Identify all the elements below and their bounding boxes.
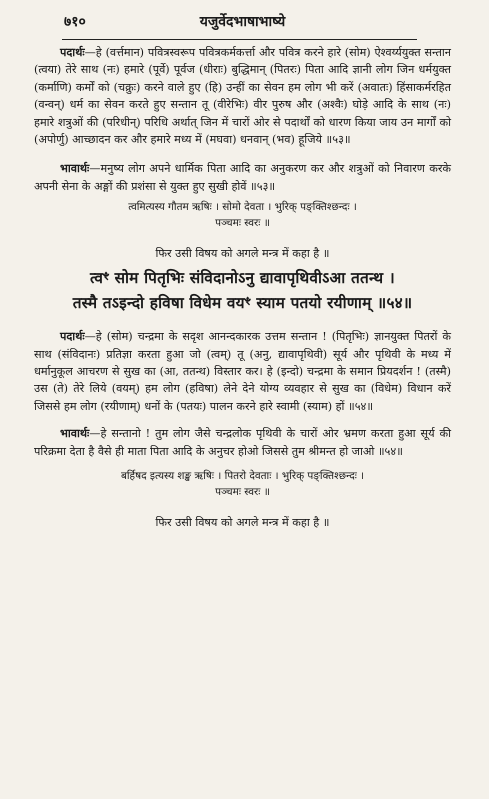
page-header — [34, 0, 451, 44]
mantra-line-1: त्वꣳ सोम पितृभिः संविदानोऽनु द्यावापृथिवीऽआ ततन्थ । — [90, 269, 395, 288]
swara-line: पञ्चमः स्वरः ॥ — [215, 486, 270, 499]
bhavartha-label: भावार्थः — [60, 161, 90, 176]
padartha-text: —हे (सोम) चन्द्रमा के सदृश आनन्दकारक उत्तम सन्तान ! (पितृभिः) ज्ञानयुक्त पितरों के साथ (संविदानः) प्रतिज्ञा करता हुआ जो (त्वम्) तू (अनु, द्यावापृथिवी) सूर्य और पृथिवी के मध्य में धर्मानुकूल आचरण से सुख का (आ, ततन्थ) विस्तार कर। हे (इन्दो) चन्द्रमा के समान प्रियदर्शन ! (तस्मै) उस (ते) तेरे लिये (वयम्) हम लोग (हविषा) लेने देने योग्य व्यवहार से सुख का (विधेम) विधान करें जिससे हम लोग (रयीणाम्) धनों के (पतयः) पालन करने हारे स्वामी (स्याम) हों ॥५४॥ — [34, 330, 451, 413]
connector-line: फिर उसी विषय को अगले मन्त्र में कहा है ॥ — [155, 516, 330, 530]
padartha-text: —हे (वर्त्तमान) पवित्रस्वरूप पवित्रकर्मकर्त्ता और पवित्र करने हारे (सोम) ऐश्वर्य्ययुक्त सन्तान (त्वया) तेरे साथ (नः) हमारे (पूर्वे) पूर्वज (धीराः) बुद्धिमान् (पितरः) पिता आदि ज्ञानी लोग जिन धर्मयुक्त (कर्माणि) कर्मों को (चक्रुः) करने वाले हुए (हि) उन्हीं का सेवन हम लोग भी करें (अवातः) हिंसाकर्मरहित (वन्वन्) धर्म का सेवन करते हुए सन्तान तू (वीरेभिः) वीर पुरुष और (अश्वैः) घोड़े आदि के साथ (नः) हमारे शत्रुओं की (परिधीन्) परिधि अर्थात् जिन में चारों ओर से पदार्थों को धारण किया जाय उन मार्गों को (अपोर्णु) आच्छादन कर और हमारे मध्य में (मघवा) धनवान् (भव) हूजिये ॥५३॥ — [34, 46, 451, 147]
running-title: यजुर्वेदभाषाभाष्ये — [199, 14, 286, 30]
padartha-53 — [34, 44, 451, 148]
padartha-label: पदार्थः — [60, 329, 85, 344]
rishi-devata-line: बर्हिषद इत्यस्य शङ्ख ऋषिः । पितरो देवताः । भुरिक् पङ्क्तिश्छन्दः । — [120, 470, 365, 483]
connector-line: फिर उसी विषय को अगले मन्त्र में कहा है ॥ — [155, 247, 330, 261]
padartha-54 — [34, 328, 451, 415]
page-number: ७१० — [64, 14, 86, 30]
bhavartha-text: —मनुष्य लोग अपने धार्मिक पिता आदि का अनुकरण कर और शत्रुओं को निवारण करके अपनी सेना के अङ्गों की प्रशंसा से युक्त हुए सुखी होवें ॥५३॥ — [34, 162, 451, 193]
mantra-54-meta — [34, 199, 451, 231]
bhavartha-label: भावार्थः — [60, 426, 90, 441]
bhavartha-text: —हे सन्तानो ! तुम लोग जैसे चन्द्रलोक पृथिवी के चारों ओर भ्रमण करता हुआ सूर्य की परिक्रमा देता है वैसे ही माता पिता आदि के अनुचर होओ जिससे तुम श्रीमन्त हो जाओ ॥५४॥ — [34, 427, 451, 458]
padartha-label: पदार्थः — [60, 45, 85, 59]
mantra-line-2: तस्मै तऽइन्दो हविषा विधेम वयꣳ स्याम पतयो रयीणाम् ॥५४॥ — [72, 294, 413, 313]
mantra-55-meta — [34, 468, 451, 500]
swara-line: पञ्चमः स्वरः ॥ — [215, 217, 270, 230]
mantra-54 — [34, 266, 451, 316]
bhavartha-53 — [34, 160, 451, 195]
rishi-devata-line: त्वमित्यस्य गौतम ऋषिः । सोमो देवता । भुरिक् पङ्क्तिश्छन्दः । — [128, 201, 357, 214]
bhavartha-54 — [34, 425, 451, 460]
header-rule — [62, 39, 417, 40]
